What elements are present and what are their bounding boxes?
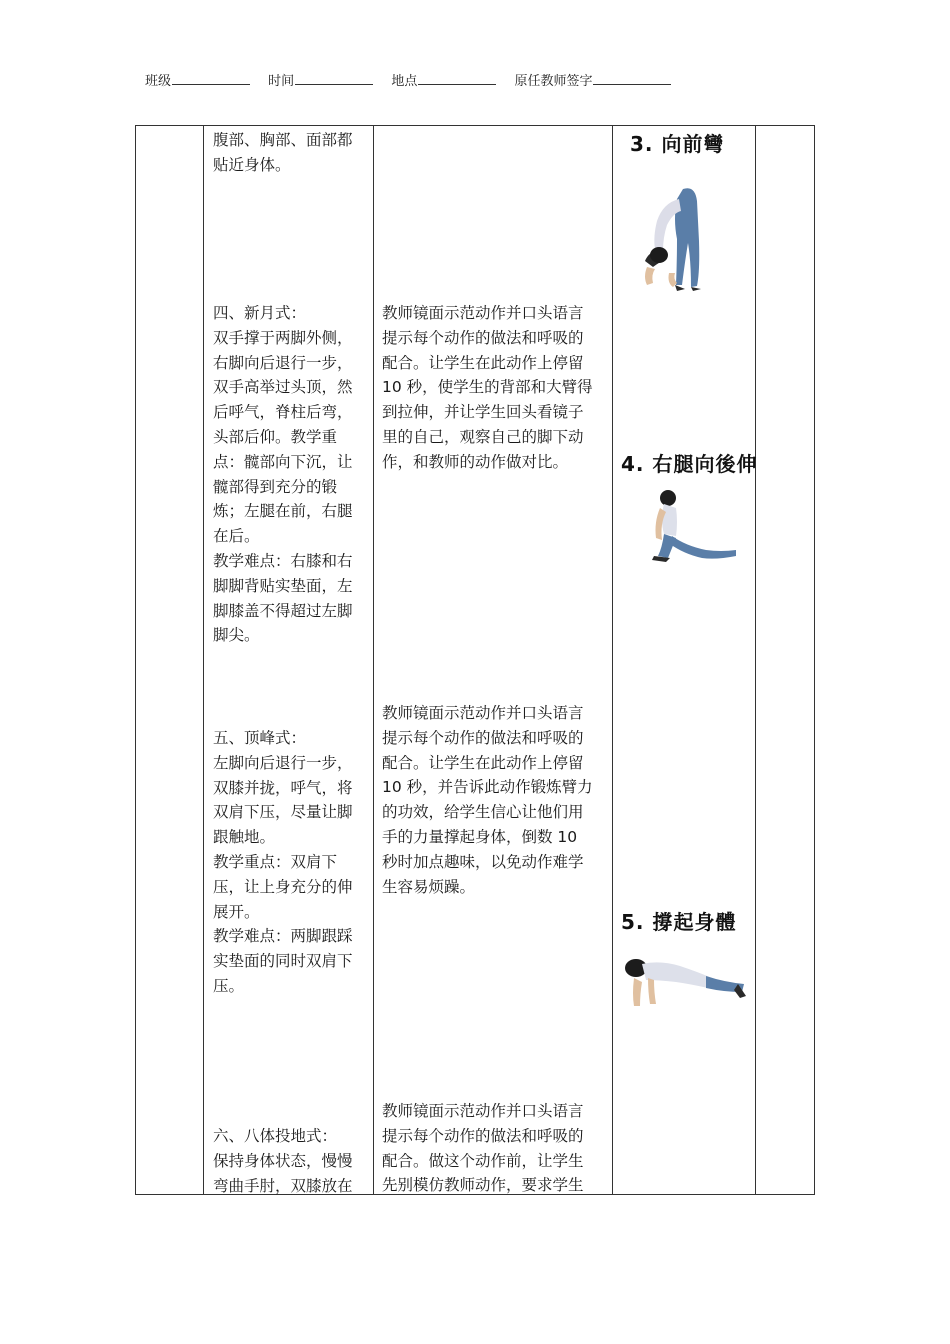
forward-bend-figure	[633, 181, 723, 296]
plank-figure	[620, 954, 748, 1024]
place-blank	[418, 72, 496, 85]
class-field	[145, 70, 250, 89]
time-label: 时间	[268, 74, 295, 89]
teacher-sign-field	[514, 70, 671, 89]
lunge-figure	[646, 486, 741, 564]
column-divider	[203, 126, 204, 1194]
content-cell: 六、八体投地式： 保持身体状态，慢慢 弯曲手肘，双膝放在	[213, 1127, 353, 1195]
content-cell: 腹部、胸部、面部都 贴近身体。	[213, 131, 353, 174]
column-divider	[612, 126, 613, 1194]
content-cell: 四、新月式： 双手撑于两脚外侧， 右脚向后退行一步， 双手高举过头顶，然 后呼气，脊柱后弯， 头部后仰。教学重 点：髋部向下沉，让 髋部得到充分的锻 炼；左腿在前，右腿 在后。 教学难点：右膝和右 脚脚背贴实垫面，左 脚膝盖不得超过左脚 脚尖。	[213, 304, 353, 645]
column-divider	[373, 126, 374, 1194]
time-blank	[295, 72, 373, 85]
illustration-caption: 3. 向前彎	[630, 132, 725, 156]
class-label: 班级	[145, 74, 172, 89]
place-field	[391, 70, 496, 89]
column-divider	[755, 126, 756, 1194]
class-blank	[172, 72, 250, 85]
place-label: 地点	[391, 74, 418, 89]
teacher-sign-blank	[593, 72, 671, 85]
time-field	[268, 70, 373, 89]
method-cell: 教师镜面示范动作并口头语言 提示每个动作的做法和呼吸的 配合。让学生在此动作上停留 10 秒，并告诉此动作锻炼臂力 的功效，给学生信心让他们用 手的力量撑起身体，倒数 10 秒时加点趣味，以免动作难学 生容易烦躁。	[382, 704, 593, 896]
lesson-table	[135, 125, 815, 1195]
illustration-caption: 5. 撐起身體	[621, 910, 737, 934]
header-bar	[145, 70, 685, 89]
content-cell: 五、顶峰式： 左脚向后退行一步， 双膝并拢，呼气，将 双肩下压，尽量让脚 跟触地。 教学重点：双肩下 压，让上身充分的伸 展开。 教学难点：两脚跟踩 实垫面的同时双肩下 压。	[213, 729, 353, 995]
illustration-caption: 4. 右腿向後伸	[621, 452, 758, 476]
method-cell: 教师镜面示范动作并口头语言 提示每个动作的做法和呼吸的 配合。让学生在此动作上停留 10 秒，使学生的背部和大臂得 到拉伸，并让学生回头看镜子 里的自己，观察自己的脚下动 作，和教师的动作做对比。	[382, 304, 593, 471]
teacher-sign-label: 原任教师签字	[514, 74, 593, 89]
method-cell: 教师镜面示范动作并口头语言 提示每个动作的做法和呼吸的 配合。做这个动作前，让学生 先别模仿教师动作，要求学生	[382, 1102, 584, 1195]
